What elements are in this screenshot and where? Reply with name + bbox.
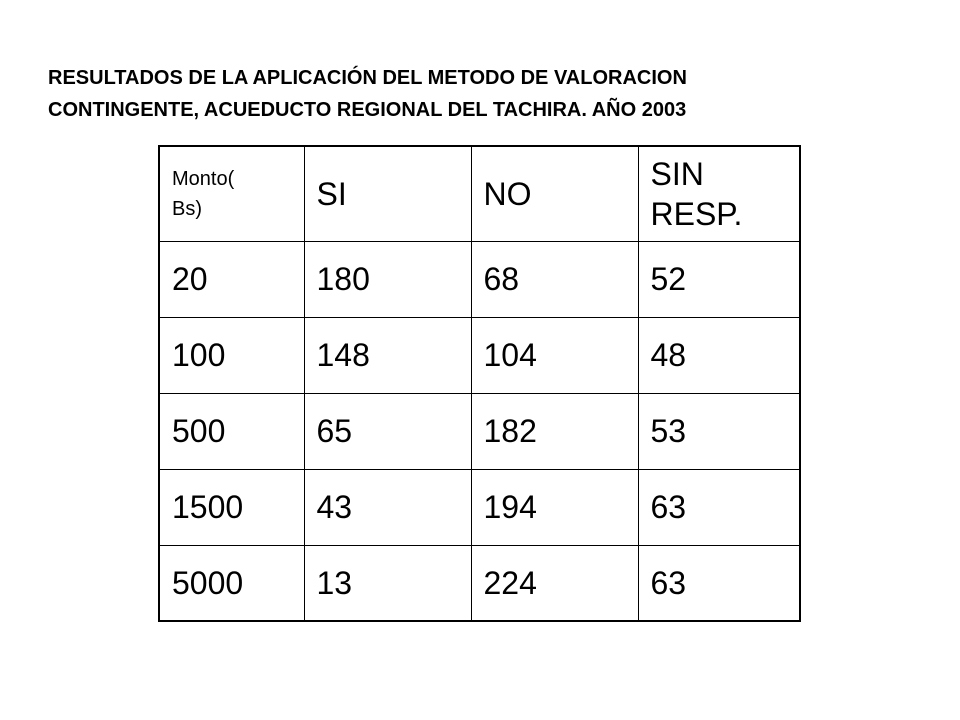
header-sin-resp bbox=[638, 146, 800, 241]
cell-no: 68 bbox=[471, 241, 638, 317]
cell-si: 43 bbox=[304, 469, 471, 545]
slide-title bbox=[48, 62, 928, 126]
header-sin-resp-line-1: SIN bbox=[650, 155, 704, 192]
slide-title-line-1: RESULTADOS DE LA APLICACIÓN DEL METODO DE VALORACION bbox=[48, 67, 687, 89]
cell-sin-resp: 48 bbox=[638, 317, 800, 393]
cell-sin-resp: 53 bbox=[638, 393, 800, 469]
cell-monto: 1500 bbox=[159, 469, 304, 545]
table-row bbox=[159, 393, 800, 469]
header-monto-line-2: Bs) bbox=[172, 197, 202, 220]
table-row bbox=[159, 241, 800, 317]
cell-monto: 500 bbox=[159, 393, 304, 469]
header-monto-line-1: Monto( bbox=[172, 167, 235, 190]
table-row bbox=[159, 469, 800, 545]
cell-sin-resp: 63 bbox=[638, 469, 800, 545]
header-monto bbox=[159, 146, 304, 241]
cell-si: 180 bbox=[304, 241, 471, 317]
cell-si: 148 bbox=[304, 317, 471, 393]
cell-sin-resp: 52 bbox=[638, 241, 800, 317]
cell-no: 104 bbox=[471, 317, 638, 393]
table-row bbox=[159, 317, 800, 393]
header-no: NO bbox=[471, 146, 638, 241]
cell-no: 182 bbox=[471, 393, 638, 469]
cell-si: 65 bbox=[304, 393, 471, 469]
cell-sin-resp: 63 bbox=[638, 545, 800, 621]
cell-no: 224 bbox=[471, 545, 638, 621]
cell-monto: 20 bbox=[159, 241, 304, 317]
table-row bbox=[159, 545, 800, 621]
cell-no: 194 bbox=[471, 469, 638, 545]
table-header-row bbox=[159, 146, 800, 241]
cell-monto: 5000 bbox=[159, 545, 304, 621]
cell-monto: 100 bbox=[159, 317, 304, 393]
cell-si: 13 bbox=[304, 545, 471, 621]
header-si: SI bbox=[304, 146, 471, 241]
slide-title-line-2: CONTINGENTE, ACUEDUCTO REGIONAL DEL TACHIRA. AÑO 2003 bbox=[48, 99, 687, 121]
header-sin-resp-line-2: RESP. bbox=[650, 195, 743, 232]
results-table bbox=[158, 145, 801, 622]
